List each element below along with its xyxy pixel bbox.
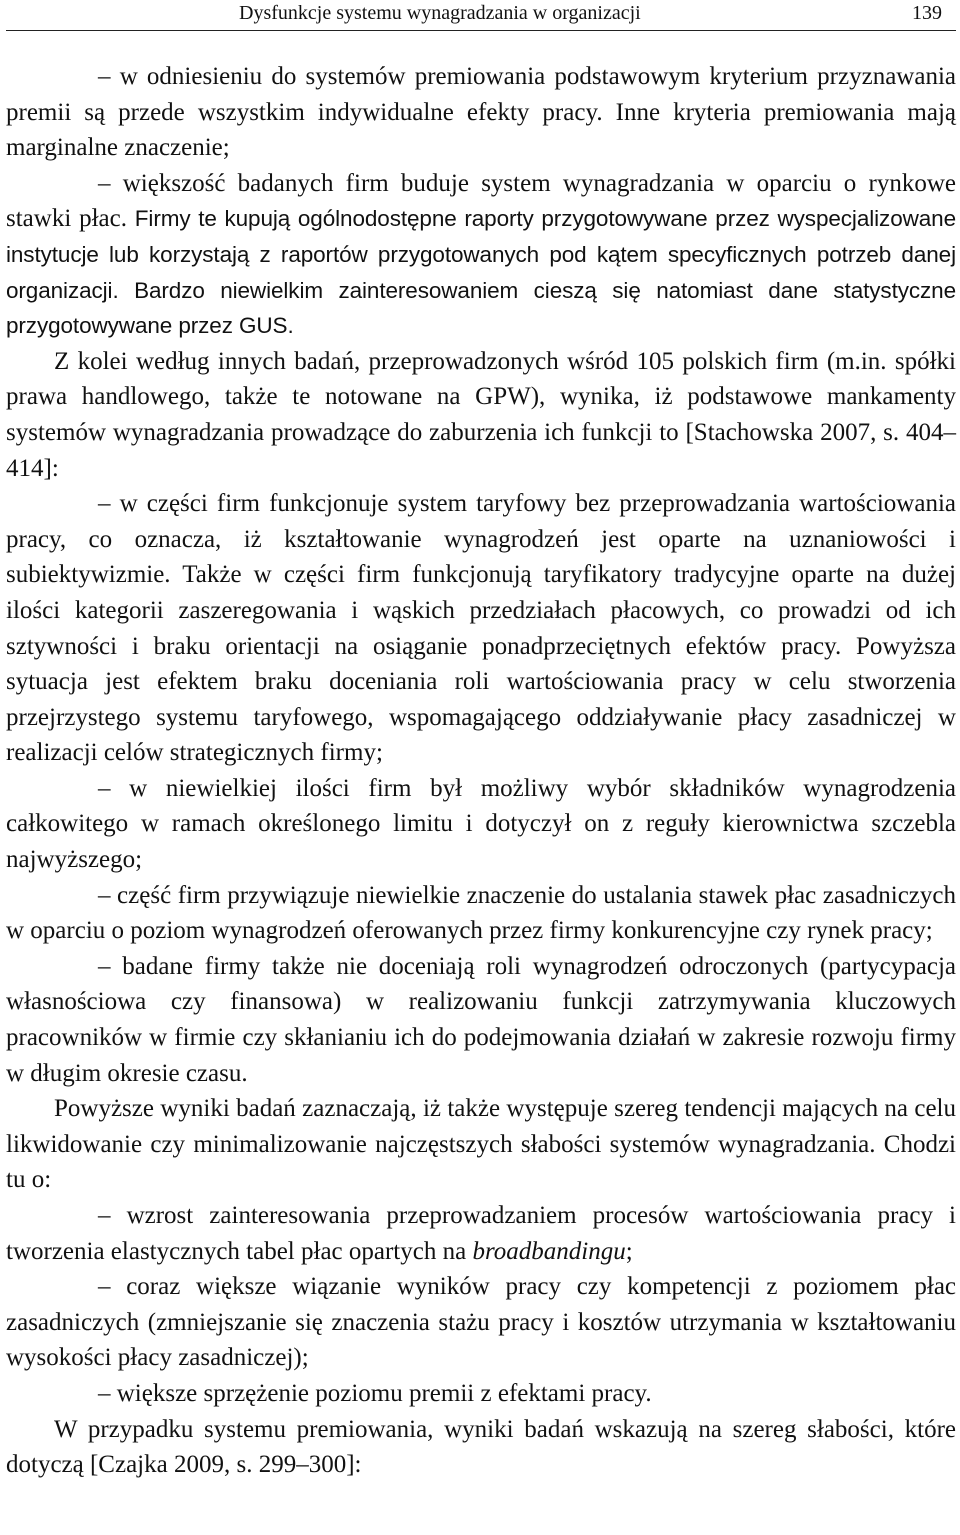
list-dash: – <box>98 952 111 980</box>
list-item <box>6 878 956 949</box>
list-item <box>6 949 956 1091</box>
list-item-text: wzrost zainteresowania przeprowadzaniem procesów wartościowania pracy i tworzenia elastycznych tabel płac opartych na <box>6 1202 957 1265</box>
list-dash: – <box>98 881 111 909</box>
list-item <box>6 166 956 344</box>
running-title: Dysfunkcje systemu wynagradzania w organizacji <box>239 2 641 24</box>
list-item <box>6 59 956 166</box>
list-item <box>6 771 956 878</box>
list-dash: – <box>98 490 111 518</box>
paragraph: Powyższe wyniki badań zaznaczają, iż także występuje szereg tendencji mających na celu likwidowanie czy minimalizowanie najczęstszych słabości systemów wynagradzania. Chodzi tu o: <box>6 1095 956 1194</box>
list-item-text: badane firmy także nie doceniają roli wynagrodzeń odroczonych (partycypacja własnościowa czy finansowa) w realizowaniu funkcji zatrzymywania kluczowych pracowników w firmie czy skłanianiu ich do podejmowania działań w zakresie rozwoju firmy w długim okresie czasu. <box>6 952 957 1087</box>
list-dash: – <box>98 1379 111 1407</box>
list-dash: – <box>98 169 111 197</box>
list-dash: – <box>98 1202 111 1229</box>
list-item-text-end: ; <box>625 1237 633 1265</box>
page-number: 139 <box>912 2 942 24</box>
list-dash: – <box>98 774 111 802</box>
paragraph: Z kolei według innych badań, przeprowadzonych wśród 105 polskich firm (m.in. spółki prawa handlowego, także te notowane na GPW), wynika, iż podstawowe mankamenty systemów wynagradzania prowadzące do zaburzenia ich funkcji to [Stachowska 2007, s. 404–414]: <box>6 347 956 482</box>
running-header <box>6 0 956 31</box>
list-item <box>6 1269 956 1376</box>
list-item-text: coraz większe wiązanie wyników pracy czy kompetencji z poziomem płac zasadniczych (zmniejszanie się znaczenia stażu pracy i kosztów utrzymania w kształtowaniu wysokości płacy zasadniczej); <box>6 1273 957 1372</box>
body-text <box>6 59 956 1483</box>
list-item-text: część firm przywiązuje niewielkie znaczenie do ustalania stawek płac zasadniczych w oparciu o poziom wynagrodzeń oferowanych przez firmy konkurencyjne czy rynek pracy; <box>6 881 956 945</box>
list-item-text-sans: Firmy te kupują ogólnodostępne raporty przygotowywane przez wyspecjalizowane instytucje lub korzystają z raportów przygotowanych pod kątem specyficznych potrzeb danej organizacji. Bardzo niewielkim zainteresowaniem cieszą się natomiast dane statystyczne przygotowywane przez GUS. <box>6 206 956 339</box>
list-item-text: większe sprzężenie poziomu premii z efektami pracy. <box>116 1379 652 1407</box>
list-item-text: większość badanych firm buduje system wynagradzania w oparciu o rynkowe stawki płac. <box>6 169 956 233</box>
list-dash: – <box>98 1273 111 1301</box>
list-item-text: w części firm funkcjonuje system taryfowy bez przeprowadzania wartościowania pracy, co oznacza, iż kształtowanie wynagrodzeń jest oparte na uznaniowości i subiektywizmie. Także w części firm funkcjonują taryfikatory tradycyjne oparte na dużej ilości kategorii zaszeregowania i wąskich przedziałach płacowych, co prowadzi od ich sztywności i braku orientacji na osiąganie ponadprzeciętnych efektów pracy. Powyższa sytuacja jest efektem braku doceniania roli wartościowania pracy w celu stworzenia przejrzystego systemu taryfowego, wspomagającego oddziaływanie płacy zasadniczej w realizacji celów strategicznych firmy; <box>6 490 957 767</box>
list-item-text: w odniesieniu do systemów premiowania podstawowym kryterium przyznawania premii są przede wszystkim indywidualne efekty pracy. Inne kryteria premiowania mają marginalne znaczenie; <box>6 63 956 162</box>
list-item <box>6 486 956 771</box>
list-item <box>6 1376 956 1412</box>
list-item <box>6 1198 956 1269</box>
paragraph: W przypadku systemu premiowania, wyniki badań wskazują na szereg słabości, które dotyczą [Czajka 2009, s. 299–300]: <box>6 1415 956 1479</box>
list-dash: – <box>98 63 111 90</box>
italic-term: broadbandingu <box>472 1237 626 1265</box>
list-item-text: w niewielkiej ilości firm był możliwy wybór składników wynagrodzenia całkowitego w ramach określonego limitu i dotyczył on z reguły kierownictwa szczebla najwyższego; <box>6 774 957 874</box>
